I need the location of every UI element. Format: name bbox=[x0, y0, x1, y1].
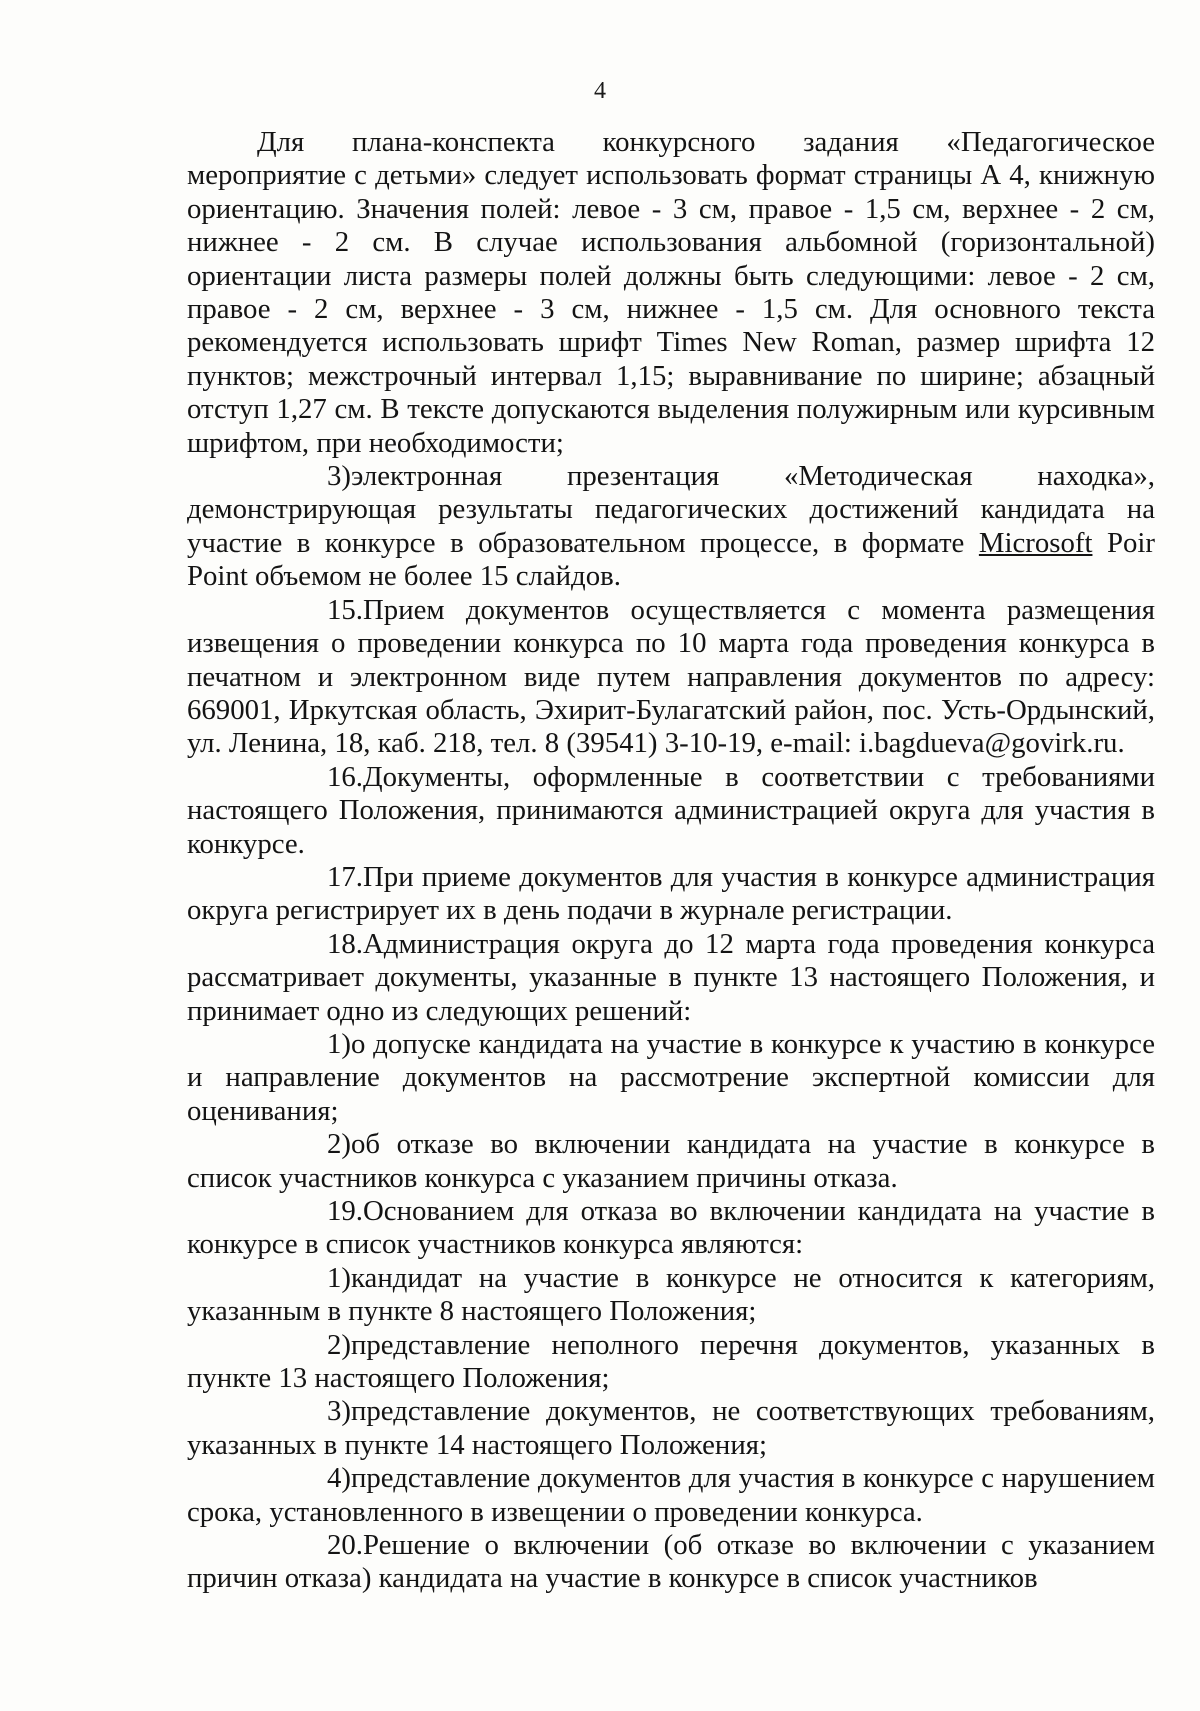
document-body bbox=[187, 126, 1155, 1596]
paragraph-text-continued: Poir Point объемом не более 15 слайдов. bbox=[187, 526, 1155, 593]
paragraph-text: представление документов для участия в конкурсе с нарушением срока, установленного в извещении о проведении конкурса. bbox=[187, 1462, 1155, 1528]
paragraph-text: Основанием для отказа во включении кандидата на участие в конкурсе в список участников конкурса являются: bbox=[187, 1195, 1155, 1261]
paragraph-number: 2) bbox=[327, 1328, 351, 1361]
paragraph-text: Для плана-конспекта конкурсного задания «Педагогическое мероприятие с детьми» следует использовать формат страницы А 4, книжную ориентацию. Значения полей: левое - 3 см, правое - 1,5 см, верхнее - 2 см, нижнее - 2 см. В случае использования альбомной (горизонтальной) ориентации листа размеры полей должны быть следующими: левое - 2 см, правое - 2 см, верхнее - 3 см, нижнее - 1,5 см. Для основного текста рекомендуется использовать шрифт Times New Roman, размер шрифта 12 пунктов; межстрочный интервал 1,15; выравнивание по ширине; абзацный отступ 1,27 см. В тексте допускаются выделения полужирным или курсивным шрифтом, при необходимости; bbox=[187, 126, 1155, 459]
paragraph bbox=[187, 1462, 1155, 1529]
underlined-word: Microsoft bbox=[978, 526, 1093, 559]
paragraph-text: Решение о включении (об отказе во включении с указанием причин отказа) кандидата на участие в конкурсе в список участников bbox=[187, 1529, 1155, 1595]
paragraph bbox=[187, 1195, 1155, 1262]
paragraph-text: о допуске кандидата на участие в конкурсе к участию в конкурсе и направление документов на рассмотрение экспертной комиссии для оценивания; bbox=[187, 1027, 1155, 1127]
paragraph bbox=[187, 861, 1155, 928]
paragraph-number: 4) bbox=[327, 1462, 351, 1495]
paragraph-text: об отказе во включении кандидата на участие в конкурсе в список участников конкурса с указанием причины отказа. bbox=[187, 1128, 1155, 1194]
paragraph bbox=[187, 1395, 1155, 1462]
paragraph bbox=[187, 761, 1155, 861]
paragraph-text: Прием документов осуществляется с момента размещения извещения о проведении конкурса по 10 марта года проведения конкурса в печатном и электронном виде путем направления документов по адресу: 669001, Иркутская область, Эхирит-Булагатский район, пос. Усть-Ордынский, ул. Ленина, 18, каб. 218, тел. 8 (39541) 3-10-19, e-mail: i.bagdueva@govirk.ru. bbox=[187, 593, 1155, 760]
paragraph-number: 17. bbox=[327, 860, 363, 893]
paragraph-number: 20. bbox=[327, 1529, 363, 1562]
paragraph-number: 3) bbox=[327, 460, 351, 493]
paragraph bbox=[187, 1028, 1155, 1128]
paragraph-text: кандидат на участие в конкурсе не относится к категориям, указанным в пункте 8 настоящего Положения; bbox=[187, 1261, 1155, 1328]
paragraph bbox=[187, 594, 1155, 761]
paragraph bbox=[187, 126, 1155, 460]
paragraph-text: представление неполного перечня документов, указанных в пункте 13 настоящего Положения; bbox=[187, 1328, 1155, 1395]
paragraph-number: 1) bbox=[327, 1261, 351, 1294]
paragraph-text: Администрация округа до 12 марта года проведения конкурса рассматривает документы, указанные в пункте 13 настоящего Положения, и принимает одно из следующих решений: bbox=[187, 927, 1155, 1027]
paragraph-number: 1) bbox=[327, 1027, 351, 1060]
paragraph-text: Документы, оформленные в соответствии с требованиями настоящего Положения, принимаются администрацией округа для участия в конкурсе. bbox=[187, 760, 1155, 860]
paragraph-number: 15. bbox=[327, 593, 363, 626]
paragraph bbox=[187, 1262, 1155, 1329]
paragraph bbox=[187, 460, 1155, 594]
paragraph-text: При приеме документов для участия в конкурсе администрация округа регистрирует их в день подачи в журнале регистрации. bbox=[187, 860, 1155, 927]
paragraph-number: 2) bbox=[327, 1128, 351, 1161]
paragraph bbox=[187, 1128, 1155, 1195]
paragraph bbox=[187, 1329, 1155, 1396]
paragraph-number: 16. bbox=[327, 760, 363, 793]
page-number: 4 bbox=[594, 78, 606, 104]
paragraph-number: 19. bbox=[327, 1195, 363, 1227]
paragraph-text: электронная презентация «Методическая находка», демонстрирующая результаты педагогических достижений кандидата на участие в конкурсе в образовательном процессе, в формате bbox=[187, 460, 1155, 559]
paragraph bbox=[187, 928, 1155, 1028]
paragraph bbox=[187, 1529, 1155, 1596]
paragraph-number: 3) bbox=[327, 1395, 351, 1428]
paragraph-text: представление документов, не соответствующих требованиям, указанных в пункте 14 настоящего Положения; bbox=[187, 1395, 1155, 1461]
paragraph-number: 18. bbox=[327, 927, 363, 960]
